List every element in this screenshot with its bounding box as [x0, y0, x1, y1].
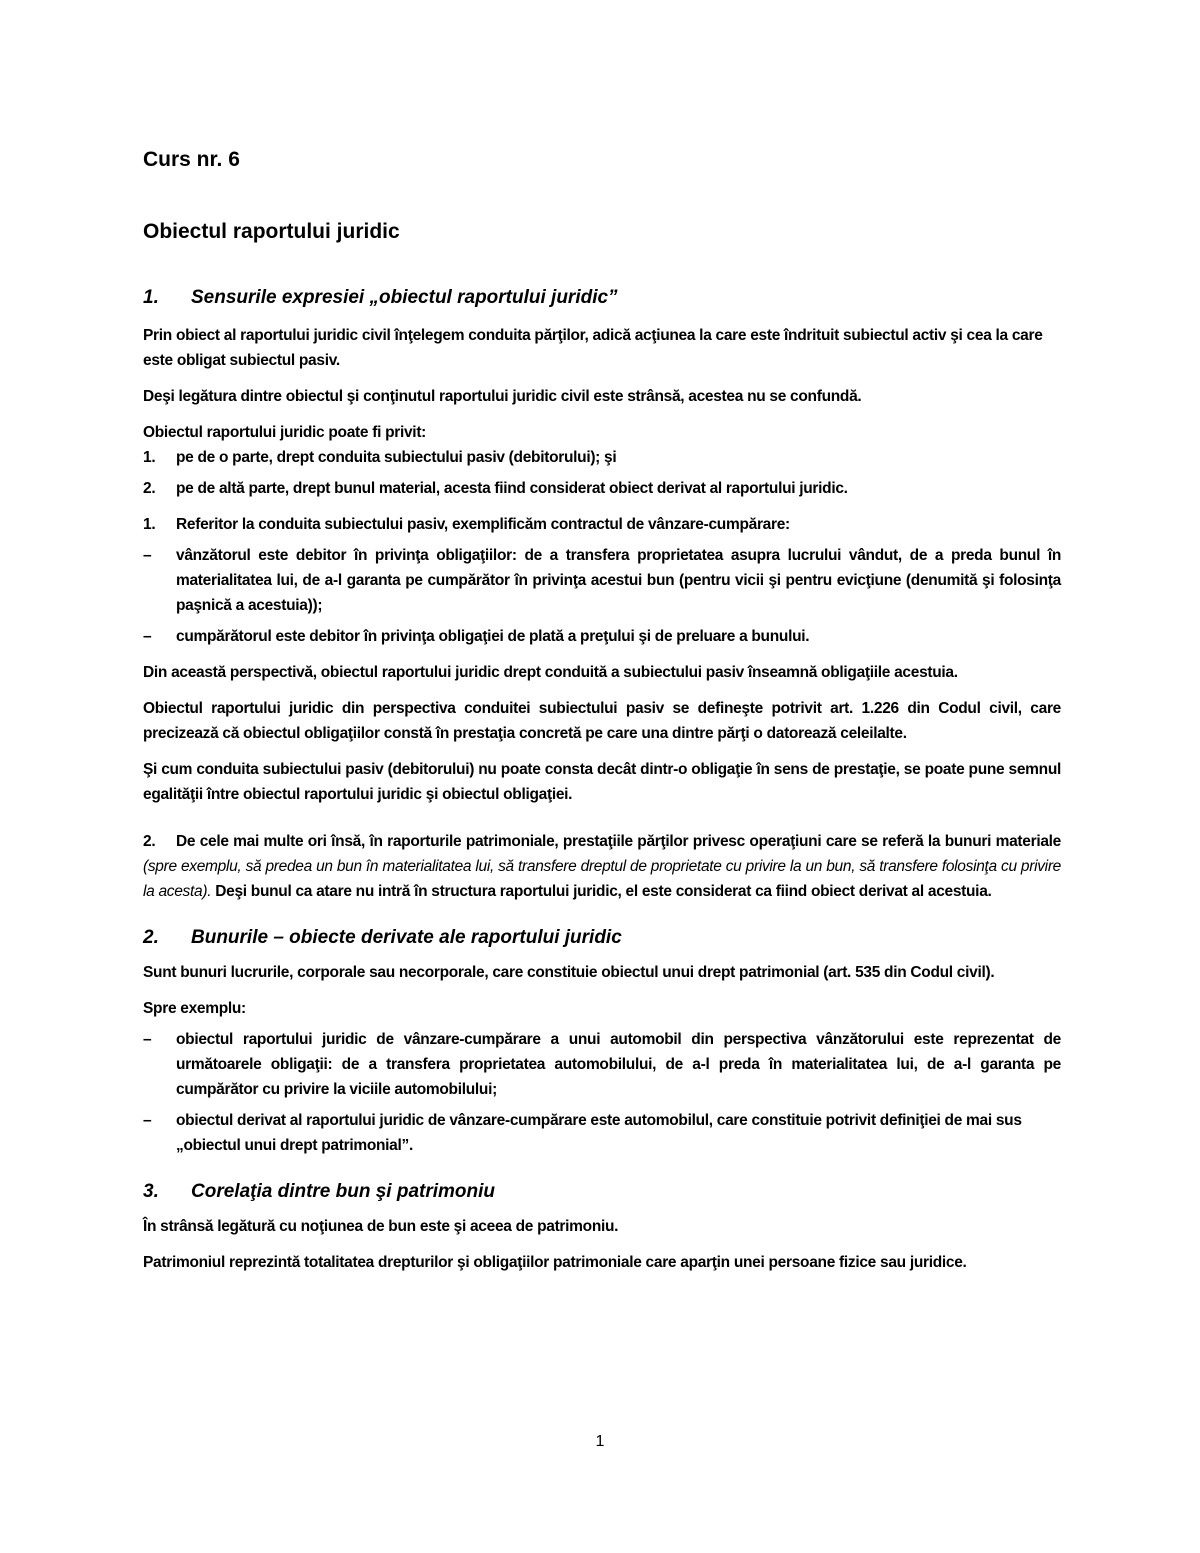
- paragraph: În strânsă legătură cu noţiunea de bun este şi aceea de patrimoniu.: [143, 1218, 619, 1235]
- section-1-heading: [143, 284, 1061, 312]
- list-item: [143, 476, 1061, 501]
- page-number: 1: [595, 1433, 605, 1450]
- paragraph: Patrimoniul reprezintă totalitatea drepturilor şi obligaţiilor patrimoniale care aparţin unei persoane fizice sau juridice.: [143, 1254, 967, 1271]
- dash-text: obiectul derivat al raportului juridic de vânzare-cumpărare este automobilul, care constituie potrivit definiţiei de mai sus „obiectul unui drept patrimonial”.: [176, 1112, 1022, 1154]
- list-item: [143, 445, 1061, 470]
- dash-text: cumpărătorul este debitor în privinţa obligaţiei de plată a preţului şi de preluare a bunului.: [176, 628, 810, 645]
- dash-text: obiectul raportului juridic de vânzare-cumpărare a unui automobil din perspectiva vânzătorului este reprezentat de următoarele obligaţii: de a transfera proprietatea automobilului, de a-l preda în materialitatea lui, de a-l garanta pe cumpărător cu privire la viciile automobilului;: [176, 1031, 1061, 1098]
- dash-marker: –: [143, 1112, 152, 1129]
- course-subtitle: Obiectul raportului juridic: [143, 220, 400, 243]
- dash-item: [143, 543, 1061, 618]
- paragraph: Şi cum conduita subiectului pasiv (debitorului) nu poate consta decât dintr-o obligaţie în sens de prestaţie, se poate pune semnul egalităţii între obiectul raportului juridic şi obiectul obligaţiei.: [143, 761, 1061, 803]
- list-marker: 1.: [143, 516, 156, 533]
- paragraph: Obiectul raportului juridic poate fi privit:: [143, 424, 427, 441]
- course-title: Curs nr. 6: [143, 148, 240, 171]
- dash-text: vânzătorul este debitor în privinţa obligaţiilor: de a transfera proprietatea asupra lucrului vândut, de a preda bunul în materialitatea lui, de a-l garanta pe cumpărător în privinţa acestui bun (pentru vicii şi pentru evicţiune (denumită şi folosinţa paşnică a acestuia));: [176, 547, 1061, 614]
- dash-marker: –: [143, 1031, 152, 1048]
- section-2-heading: [143, 924, 1061, 952]
- dash-item: [143, 1027, 1061, 1102]
- paragraph-numbered: [143, 829, 1061, 904]
- list-marker: 2.: [143, 480, 156, 497]
- section-1-number: 1.: [143, 287, 159, 308]
- paragraph: Sunt bunuri lucrurile, corporale sau necorporale, care constituie obiectul unui drept patrimonial (art. 535 din Codul civil).: [143, 964, 995, 981]
- document-body: [143, 145, 1061, 1275]
- paragraph: Deşi legătura dintre obiectul şi conţinutul raportului juridic civil este strânsă, acestea nu se confundă.: [143, 388, 862, 405]
- dash-marker: –: [143, 628, 152, 645]
- section-1-title: Sensurile expresiei „obiectul raportului juridic”: [191, 287, 618, 308]
- dash-marker: –: [143, 547, 152, 564]
- paragraph-number: 2.: [143, 833, 156, 850]
- paragraph-text-a: De cele mai multe ori însă, în raporturile patrimoniale, prestaţiile părţilor privesc operaţiuni care se referă la bunuri materiale: [176, 833, 1061, 850]
- paragraph: Din această perspectivă, obiectul raportului juridic drept conduită a subiectului pasiv înseamnă obligaţiile acestuia.: [143, 664, 958, 681]
- section-3-heading: [143, 1178, 1061, 1206]
- list-item: [143, 512, 1061, 537]
- section-3-title: Corelaţia dintre bun şi patrimoniu: [191, 1181, 496, 1202]
- section-2-title: Bunurile – obiecte derivate ale raportului juridic: [191, 927, 622, 948]
- section-2-number: 2.: [143, 927, 159, 948]
- section-3-number: 3.: [143, 1181, 159, 1202]
- paragraph-text-italic: (spre exemplu, să predea un bun în materialitatea lui, să transfere dreptul de proprietate cu privire la un bun, să transfere folosinţa cu privire la acesta).: [143, 858, 1061, 900]
- list-text: Referitor la conduita subiectului pasiv, exemplificăm contractul de vânzare-cumpărare:: [176, 516, 790, 533]
- paragraph: Prin obiect al raportului juridic civil înţelegem conduita părţilor, adică acţiunea la care este îndrituit subiectul activ şi cea la care este obligat subiectul pasiv.: [143, 327, 1043, 369]
- list-marker: 1.: [143, 449, 156, 466]
- list-text: pe de altă parte, drept bunul material, acesta fiind considerat obiect derivat al raportului juridic.: [176, 480, 848, 497]
- dash-item: [143, 1108, 1061, 1158]
- paragraph-text-c: Deşi bunul ca atare nu intră în structura raportului juridic, el este considerat ca fiind obiect derivat al acestuia.: [211, 883, 992, 900]
- paragraph: Spre exemplu:: [143, 1000, 246, 1017]
- dash-item: [143, 624, 1061, 649]
- list-text: pe de o parte, drept conduita subiectului pasiv (debitorului); şi: [176, 449, 617, 466]
- paragraph: Obiectul raportului juridic din perspectiva conduitei subiectului pasiv se defineşte potrivit art. 1.226 din Codul civil, care precizează că obiectul obligaţiilor constă în prestaţia concretă pe care una dintre părţi o datorează celeilalte.: [143, 700, 1061, 742]
